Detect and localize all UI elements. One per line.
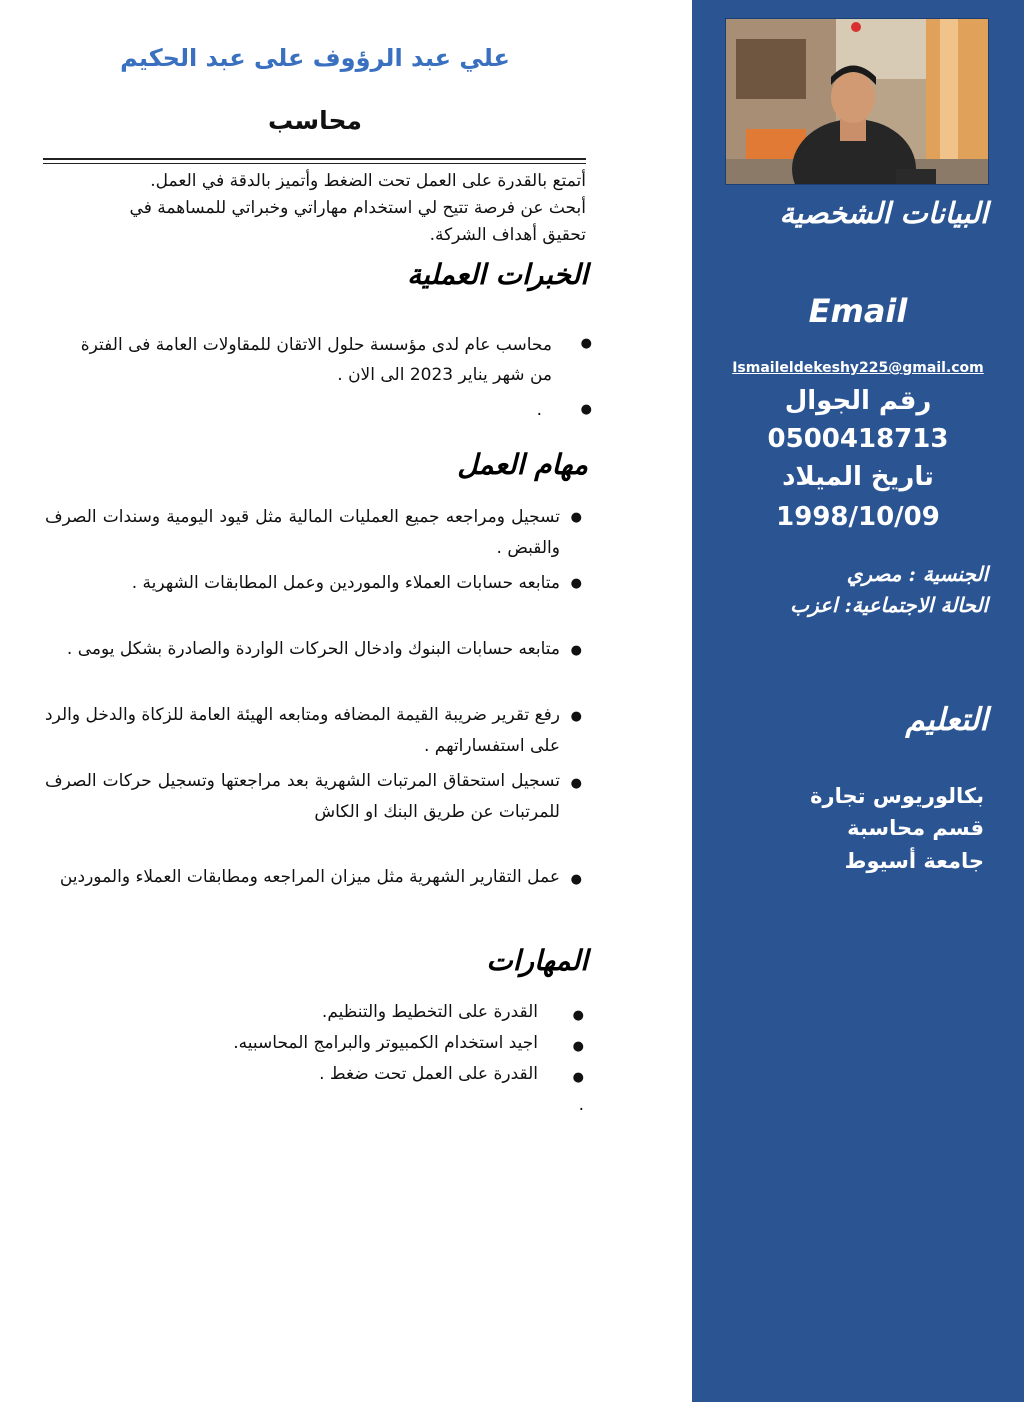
- divider-line: [43, 158, 586, 160]
- experience-heading: الخبرات العملية: [407, 258, 588, 291]
- education-degree: بكالوريوس تجارة: [810, 784, 984, 808]
- profile-photo: [725, 18, 989, 185]
- birth-date-label: تاريخ الميلاد: [782, 462, 934, 492]
- summary-line: تحقيق أهداف الشركة.: [429, 225, 586, 245]
- full-name: علي عبد الرؤوف على عبد الحكيم: [120, 44, 510, 72]
- bullet-icon: ●: [580, 402, 592, 417]
- experience-item: محاسب عام لدى مؤسسة حلول الاتقان للمقاولات العامة فى الفترة من شهر يناير 2023 الى الان .: [80, 335, 552, 385]
- personal-info-heading: البيانات الشخصية: [779, 196, 988, 230]
- task-item: عمل التقارير الشهرية مثل ميزان المراجعه ومطابقات العملاء والموردين: [59, 867, 560, 887]
- bullet-icon: ●: [570, 709, 582, 724]
- skills-heading: المهارات: [486, 944, 588, 977]
- email-link[interactable]: Ismaileldekeshy225@gmail.com: [732, 360, 984, 376]
- job-title: محاسب: [268, 106, 362, 135]
- nationality: الجنسية : مصري: [846, 562, 988, 586]
- summary: [86, 168, 586, 249]
- education-university: جامعة أسيوط: [844, 849, 984, 873]
- email-label: Email: [808, 292, 908, 330]
- education-department: قسم محاسبة: [847, 816, 984, 840]
- task-item: متابعه حسابات العملاء والموردين وعمل المطابقات الشهرية .: [131, 573, 560, 593]
- tasks-heading: مهام العمل: [457, 448, 588, 481]
- bullet-icon: ●: [572, 1008, 584, 1023]
- birth-date-value: 1998/10/09: [776, 502, 940, 532]
- bullet-icon: ●: [570, 872, 582, 887]
- task-item: تسجيل ومراجعه جميع العمليات المالية مثل قيود اليومية وسندات الصرف والقبض .: [45, 507, 560, 558]
- bullet-icon: ●: [580, 336, 592, 351]
- skill-item: القدرة على العمل تحت ضغط .: [319, 1064, 538, 1084]
- task-item: رفع تقرير ضريبة القيمة المضافه ومتابعه الهيئة العامة للزكاة والدخل والرد على استفساراتهم .: [45, 705, 560, 756]
- bullet-icon: ●: [572, 1039, 584, 1054]
- education-heading: التعليم: [905, 702, 988, 738]
- bullet-icon: ●: [572, 1070, 584, 1085]
- summary-line: أتمتع بالقدرة على العمل تحت الضغط وأتميز بالدقة في العمل.: [150, 171, 586, 191]
- sidebar: [692, 0, 1024, 1402]
- divider-line: [43, 163, 586, 164]
- summary-line: أبحث عن فرصة تتيح لي استخدام مهاراتي وخبراتي للمساهمة في: [129, 198, 586, 218]
- experience-item: .: [536, 400, 542, 420]
- task-item: تسجيل استحقاق المرتبات الشهرية بعد مراجعتها وتسجيل حركات الصرف للمرتبات عن طريق البنك او الكاش: [45, 771, 560, 822]
- skill-item: القدرة على التخطيط والتنظيم.: [321, 1002, 538, 1022]
- bullet-icon: ●: [570, 510, 582, 525]
- phone-label: رقم الجوال: [784, 386, 932, 416]
- trailing-dot: .: [578, 1095, 584, 1115]
- phone-value: 0500418713: [767, 424, 949, 454]
- marital-status: الحالة الاجتماعية: اعزب: [790, 593, 988, 617]
- bullet-icon: ●: [570, 576, 582, 591]
- bullet-icon: ●: [570, 643, 582, 658]
- bullet-icon: ●: [570, 776, 582, 791]
- skill-item: اجيد استخدام الكمبيوتر والبرامج المحاسبيه.: [233, 1033, 538, 1053]
- task-item: متابعه حسابات البنوك وادخال الحركات الواردة والصادرة بشكل يومى .: [66, 639, 560, 659]
